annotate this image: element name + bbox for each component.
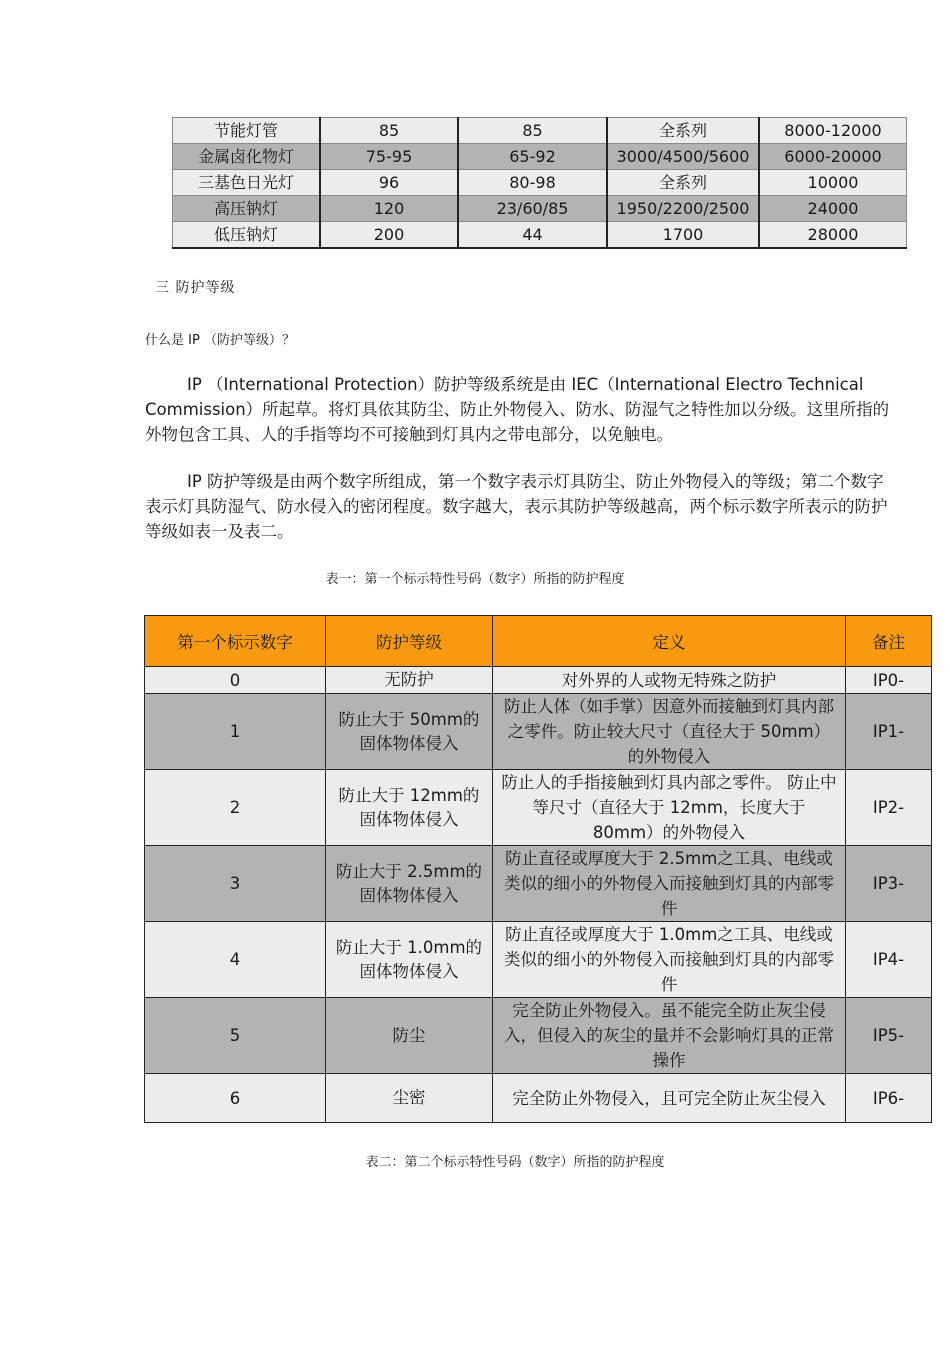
table-cell: 10000 (759, 170, 907, 196)
table-cell: 3000/4500/5600 (607, 144, 759, 170)
table-row (173, 222, 907, 249)
table-cell: 80-98 (458, 170, 607, 196)
level-cell: 无防护 (326, 667, 493, 694)
definition-cell: 完全防止外物侵入。虽不能完全防止灰尘侵入，但侵入的灰尘的量并不会影响灯具的正常操作 (493, 998, 846, 1074)
note-cell: IP6- (846, 1074, 932, 1123)
digit-cell: 3 (145, 846, 326, 922)
table-row (145, 694, 932, 770)
table-cell: 6000-20000 (759, 144, 907, 170)
definition-cell: 防止直径或厚度大于 2.5mm之工具、电线或类似的细小的外物侵入而接触到灯具的内部零件 (493, 846, 846, 922)
table-cell: 75-95 (320, 144, 458, 170)
digit-cell: 2 (145, 770, 326, 846)
table-caption: 表一：第一个标示特性号码（数字）所指的防护程度 (325, 572, 625, 587)
table-row (145, 1074, 932, 1123)
table-cell: 低压钠灯 (173, 222, 321, 249)
table-cell: 85 (458, 118, 607, 144)
definition-cell: 防止人的手指接触到灯具内部之零件。 防止中等尺寸（直径大于 12mm，长度大于 80mm）的外物侵入 (493, 770, 846, 846)
section-heading: 三 防护等级 (155, 280, 236, 296)
level-cell: 防止大于 12mm的固体物体侵入 (326, 770, 493, 846)
note-cell: IP5- (846, 998, 932, 1074)
header-note: 备注 (846, 616, 932, 667)
level-cell: 防止大于 50mm的固体物体侵入 (326, 694, 493, 770)
question-text: 什么是 IP （防护等级）？ (145, 333, 295, 348)
note-cell: IP4- (846, 922, 932, 998)
header-definition: 定义 (493, 616, 846, 667)
ip-first-digit-table (144, 615, 932, 1123)
table-cell: 65-92 (458, 144, 607, 170)
table-cell: 23/60/85 (458, 196, 607, 222)
lamp-spec-table (172, 117, 907, 249)
digit-cell: 6 (145, 1074, 326, 1123)
table-row (145, 770, 932, 846)
digit-cell: 0 (145, 667, 326, 694)
table-cell: 三基色日光灯 (173, 170, 321, 196)
table-row (173, 144, 907, 170)
table-cell: 节能灯管 (173, 118, 321, 144)
digit-cell: 4 (145, 922, 326, 998)
table-cell: 全系列 (607, 118, 759, 144)
table-cell: 44 (458, 222, 607, 249)
level-cell: 防止大于 2.5mm的固体物体侵入 (326, 846, 493, 922)
digit-cell: 5 (145, 998, 326, 1074)
paragraph: IP （International Protection）防护等级系统是由 IEC（International Electro Technical Commission）所起草。将灯具依其防尘、防止外物侵入、防水、防湿气之特性加以分级。这里所指的外物包含工具、人的手指等均不可接触到灯具内之带电部分，以免触电。 (145, 375, 890, 444)
definition-cell: 防止直径或厚度大于 1.0mm之工具、电线或类似的细小的外物侵入而接触到灯具的内部零件 (493, 922, 846, 998)
table-row (173, 118, 907, 144)
paragraph: IP 防护等级是由两个数字所组成，第一个数字表示灯具防尘、防止外物侵入的等级；第二个数字表示灯具防湿气、防水侵入的密闭程度。数字越大，表示其防护等级越高，两个标示数字所表示的防护等级如表一及表二。 (145, 472, 888, 541)
note-cell: IP1- (846, 694, 932, 770)
table-cell: 120 (320, 196, 458, 222)
note-cell: IP3- (846, 846, 932, 922)
header-level: 防护等级 (326, 616, 493, 667)
table-cell: 全系列 (607, 170, 759, 196)
table-cell: 高压钠灯 (173, 196, 321, 222)
level-cell: 尘密 (326, 1074, 493, 1123)
table-cell: 1700 (607, 222, 759, 249)
table-row (173, 170, 907, 196)
table-caption: 表二：第二个标示特性号码（数字）所指的防护程度 (365, 1155, 665, 1170)
table-row (145, 667, 932, 694)
definition-cell: 对外界的人或物无特殊之防护 (493, 667, 846, 694)
table-cell: 1950/2200/2500 (607, 196, 759, 222)
header-digit: 第一个标示数字 (145, 616, 326, 667)
note-cell: IP2- (846, 770, 932, 846)
table-cell: 8000-12000 (759, 118, 907, 144)
digit-cell: 1 (145, 694, 326, 770)
table-row (145, 846, 932, 922)
table-row (145, 998, 932, 1074)
level-cell: 防止大于 1.0mm的固体物体侵入 (326, 922, 493, 998)
definition-cell: 防止人体（如手掌）因意外而接触到灯具内部之零件。防止较大尺寸（直径大于 50mm）的外物侵入 (493, 694, 846, 770)
table-row (145, 922, 932, 998)
definition-cell: 完全防止外物侵入，且可完全防止灰尘侵入 (493, 1074, 846, 1123)
table-cell: 96 (320, 170, 458, 196)
table-cell: 24000 (759, 196, 907, 222)
level-cell: 防尘 (326, 998, 493, 1074)
table-cell: 金属卤化物灯 (173, 144, 321, 170)
table-cell: 200 (320, 222, 458, 249)
table-header-row (145, 616, 932, 667)
table-row (173, 196, 907, 222)
table-cell: 28000 (759, 222, 907, 249)
table-cell: 85 (320, 118, 458, 144)
note-cell: IP0- (846, 667, 932, 694)
